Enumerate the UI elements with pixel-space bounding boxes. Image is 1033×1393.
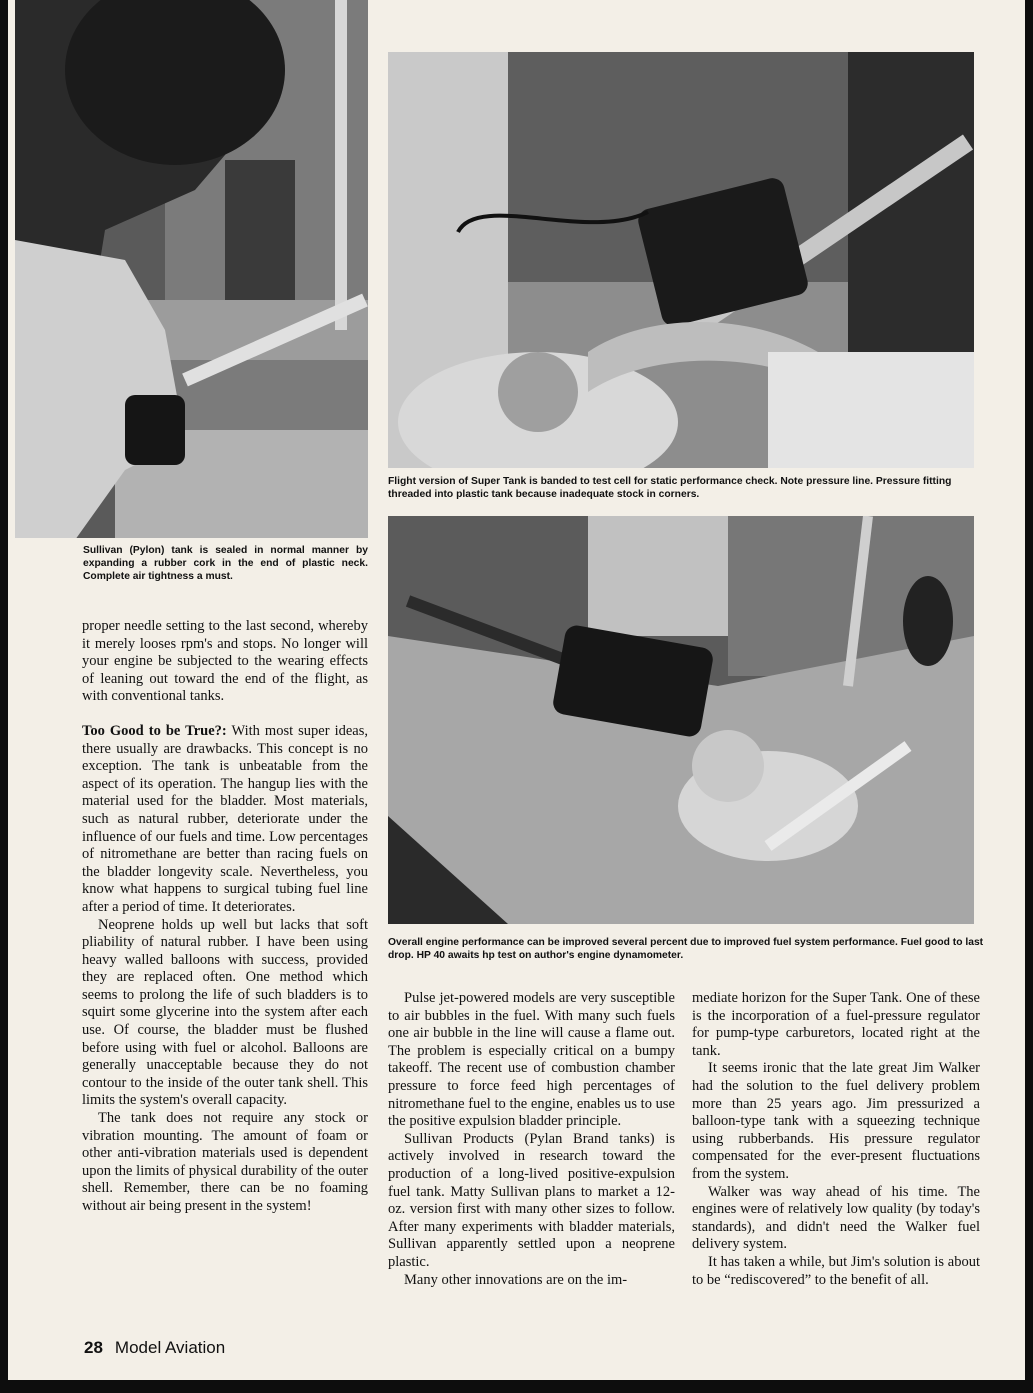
photo-sullivan-tank [15,0,368,538]
photo-super-tank-test-cell-image [388,52,974,468]
col2-paragraph-2: Sullivan Products (Pylan Brand tanks) is actively involved in research toward the production of a long-lived positive-expulsion fuel tank. Matty Sullivan plans to market a 12-oz. version first with many other sizes to follow. After many experiments with bladder materials, Sullivan apparently settled upon a neoprene plastic. [388,1130,675,1270]
text-column-1 [82,618,368,1216]
page-number: 28 [84,1338,103,1357]
col1-paragraph-2-text: With most super ideas, there usually are drawbacks. This concept is no exception. The tank is unbeatable from the aspect of its operation. The hangup lies with the material used for the bladder. Most materials, such as natural rubber, deteriorate under the influence of our fuels and time. Low percentages of nitromethane are better than racing fuels on the bladder longevity scale. Nevertheless, you know what happens to surgical tubing fuel line after a period of time. It deteriorates. [82,722,368,915]
caption-photo-top-right: Flight version of Super Tank is banded to test cell for static performance check. Note pressure line. Pressure fitting threaded into plastic tank because inadequate stock in corners. [388,476,952,500]
col2-paragraph-3: Many other innovations are on the im- [404,1271,628,1288]
photo-engine-dynamometer-image [388,516,974,924]
col1-paragraph-4: The tank does not require any stock or vibration mounting. The amount of foam or other anti-vibration materials used is dependent upon the limits of physical durability of the outer shell. Remember, there can be no foaming without air being present in the system! [82,1110,368,1214]
col1-paragraph-2 [82,723,368,917]
text-column-2 [388,990,675,1289]
caption-photo-left: Sullivan (Pylon) tank is sealed in normal manner by expanding a rubber cork in the end of plastic neck. Complete air tightness a must. [83,545,368,582]
col3-paragraph-4: It has taken a while, but Jim's solution is about to be “rediscovered” to the benefit of all. [692,1253,980,1288]
col1-paragraph-1: proper needle setting to the last second, whereby it merely looses rpm's and stops. No longer will your engine be subjected to the wearing effects of leaning out toward the end of the flight, as with conventional tanks. [82,618,368,705]
photo-super-tank-test-cell [388,52,974,468]
publication-name: Model Aviation [114,1338,226,1357]
col2-paragraph-1: Pulse jet-powered models are very susceptible to air bubbles in the fuel. With many such fuels one air bubble in the line will cause a flame out. The problem is especially critical on a bumpy takeoff. The recent use of combustion chamber pressure to force feed high percentages of nitromethane fuel to the engine, enables us to use the positive expulsion bladder principle. [388,990,675,1130]
col1-paragraph-3: Neoprene holds up well but lacks that soft pliability of natural rubber. I have been using heavy walled balloons with success, provided they are replaced often. One method which seems to prolong the life of such bladders is to squirt some glycerine into the system after each use. Of course, the bladder must be flushed before using with fuel or alcohol. Balloons are generally unacceptable because they do not contour to the inside of the outer tank shell. This limits the system's overall capacity. [82,916,368,1109]
magazine-page [8,0,1025,1380]
text-column-3 [692,990,980,1289]
col3-paragraph-1: mediate horizon for the Super Tank. One of these is the incorporation of a fuel-pressure regulator for pump-type carburetors, located right at the tank. [692,990,980,1059]
col3-paragraph-3: Walker was way ahead of his time. The engines were of relatively low quality (by today's standards), and didn't need the Walker fuel delivery system. [692,1183,980,1253]
subheading-too-good: Too Good to be True?: [82,722,227,739]
caption-photo-bottom-right: Overall engine performance can be improved several percent due to improved fuel system performance. Fuel good to last drop. HP 40 awaits hp test on author's engine dynamometer. [388,937,984,961]
photo-engine-dynamometer [388,516,974,924]
photo-sullivan-tank-image [15,0,368,538]
col3-paragraph-2: It seems ironic that the late great Jim Walker had the solution to the fuel delivery problem more than 25 years ago. Jim pressurized a balloon-type tank with a squeezing technique using rubberbands. His pressure regulator compensated for the ever-present fluctuations from the system. [692,1060,980,1182]
page-footer [84,1338,225,1358]
